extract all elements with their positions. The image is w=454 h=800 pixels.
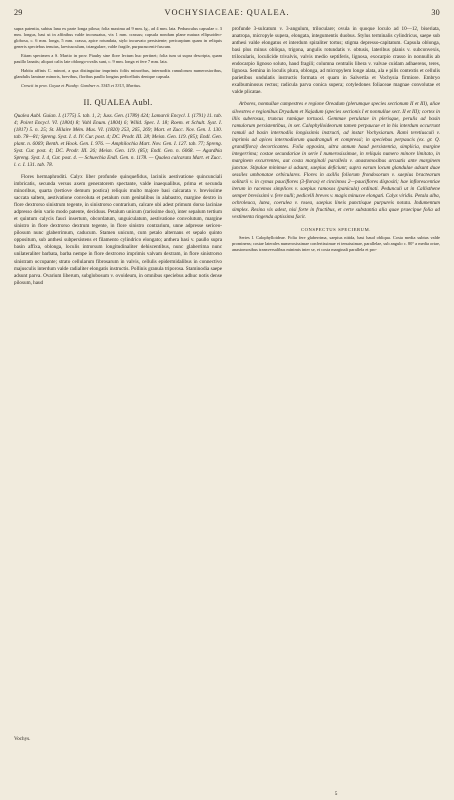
- gathering-number: 5: [334, 791, 338, 797]
- signature-mark: Vochys.: [14, 736, 31, 742]
- right-column: [232, 26, 440, 253]
- running-header: [14, 8, 440, 22]
- series-paragraph: Series I. Calophylloideae. Folia fere glaberrima, saepius nitida, basi haud obliqua. Costa media subtus valde prominens; costae laterales numerosissimae confertissimae et tenuissimae, parallelae, sub angulo c. 80° a media ortae, anastomosibus transversalibus minimis inter se, et costa marginali parallela et pro-: [232, 235, 440, 253]
- genus-description: Flores hermaphroditi. Calyx liber profunde quinquefidus, laciniis aestivatione quincunciali imbricatis, secunda versus axem generatorem spectante, valde inaequalibus, prima et secunda minoribus, quarta (tertiove demum postica) reliquis multo majore basi calcarata v. brevissime saccata saltem, aestivatione convoluta et petalum cum genitalibus in alabastro, margine dextro in flore dextrorso sinistrum tegente, in sinistrorso contrarium, calcare ubi adest primum dorso laciniae adpresso dein vario modo patente, deciduus. Petalum unicum (rarissime duo), inter sepalum tertium et quintum calycis fauci insertum, obcordatum, unguiculatum, aestivatione convolutum, margine sinistro in flore dextrorso dextrum tegente, in flore sinistro contrarium, unne adpresse sericeo-pilosum nunc glaberrimum, caducum. Stamen unicum, cum petalo alternans et sepalo quinto oppositum, sub anthesi subpersistens et filamento cylindrico elongato; anthera basi v. paullo supra basin affixa, oblonga, loculis introrsum longitudinaliter dehiscentibus, nunc glaberrima nunc unilateraliter barbata, barba nempe in flore dextrorso imprimis valvam dextram, in flore sinistrorso sinistram occupante; strato cellularum fibrosarum in valvis, cellulis epidermidalibus in connectivo majusculis interdum valde radialiter elongatis instructis. Pollinis granula triporosa. Staminodia saepe adsunt parva. Ovarium liberum, subglobosum v. ovoideum, in omnibus speciebus adhuc notis dense pilosum, haud: [14, 173, 222, 286]
- running-title: VOCHYSIACEAE: QUALEA.: [164, 8, 290, 17]
- description-paragraph: supra patentia, subtus lana ex parte longa pilosa; folia maxima ad 9 mm. lg., ad 4 mm. lata. Pedunculus capsulae c. 3 mm. longus, basi ut in affinibus valde incrassatus, vix 1 mm. crassus; capsula nondum plane matura ellipsoideo-globosa, c. 6 mm. longa, 5 mm. crassa, apice rotundata, stylo incurvato persistente; pericarpium quam in reliquis generis speciebus tenuius, laeviusculum, triangulare, valde fragile, purpurascenti-fuscum.: [14, 26, 222, 49]
- locality-paragraph: Crescit in prov. Goyaz et Piauhy: Gardner n. 3345 et 3313, Martius.: [21, 82, 142, 88]
- affinity-paragraph: Habitu affinis C. minori, a qua distinguitur imprimis foliis minoribus, internodiis ramulorum numerosioribus, glandulis laminae minoris, brevibus, floribus paullo longius pedicellatis denique capsula.: [14, 67, 222, 79]
- page-number-right: 30: [431, 8, 440, 17]
- synonymy-paragraph: Qualea Aubl. Guian. I. (1775) 5. tab. 1, 2; Juss. Gen. (1789) 424; Lamarck Encycl. I. (1791) 11. tab. 4; Poiret Encycl. VI. (1804) 8; Vahl Enum. (1804) 6; Willd. Spec. I. 18; Roem. et Schult. Syst. I. (1817) 5. n. 25; St. Hilaire Mém. Mus. VI. (1820) 253, 265, 269; Mart. et Zucc. Nov. Gen. I. 130. tab. 78—81; Spreng. Syst. I. 4. IV. Cur. post. 4; DC. Prodr. III. 28; Meisn. Gen. 119. (85); Endl. Gen. plant. n. 6069; Benth. et Hook. Gen. I. 976. — Amphilochia Mart. Nov. Gen. I. 127. tab. 77; Spreng. Syst. Cur. post. 4; DC. Prodr. III. 26; Meisn. Gen. 119. (85); Endl. Gen. n. 6068. — Agardhia Spreng. Syst. I. 4, Cur. post. 4. — Schuechia Endl. Gen. n. 1178. — Qualea calcarata Mart. et Zucc. l. c. I. 131. tab. 78.: [14, 112, 222, 168]
- habit-paragraph: Arbores, nonnullae campestres e regione Oreadum (plerumque species sectionum II et III), aliae silvestres e regionibus Dryadum et Najadum (species sectionis I et nonnullae sect. II et III); cortex in illis suberosus, truncus ramique tortuosi. Gemmae perulatae in plerisque, perulis ad basin ramulorum persistentibus, in ser. Calophylloideorum tamen perpaucae et in his interdum occurrunt ramuli ad basin internodiis longissimis instructi, ad instar Vochysiarum. Rami teretiusculi v. inprimis ad apices internodiorum quadranguli et compressi; in speciebus perpaucis (ex. gr. Q. grandiflora) decorticantes. Folia opposita, ultra annum haud persistentia, simplicia, margine integerrima; costae secundariae in serie I numerosissimae, in reliquis numero minore limitato, in marginem excurrentes, aut costa marginali parallela v. anastomosibus arcuatis ante marginem junctae. Stipulae minimae si adsunt, saepius deficiunt; supra earum locum glandulae adsunt duae sessiles umbonatae orbiculares. Flores in axillis foliorum frondosorum v. saepius bractearum solitarii v. in cymas pauciflores (3-floras) et cincinnos 2—pauciflores dispositi; hae inflorescentiae iterum in racemos simplices v. saepius ramosos (panicula) ordinati. Pedunculi ut in Callisthene semper brevissimi v. fere nulli; pedicelli breves v. magis minusve elongati. Calyx viridis. Petala alba, ochroleuca, lutea, coerulea v. rosea, saepius lineis punctisque purpureis notata. Indumentum simplex. Resina vix adest, nisi forte in fructibus, et certe substantia alia quae praecipue folia ad vestimenta tingenda aptissima facit.: [232, 101, 440, 221]
- left-column: [14, 26, 222, 287]
- genus-heading: II. QUALEA Aubl.: [83, 97, 153, 107]
- genus-description-continued: profunde 3-sulcatum v. 3-angulum, triloculare; ovula in quoque loculo ad 10—12, biseriata, anatropa, micropyle supera, elongata, integumentis duobus. Stylus terminalis cylindricus, saepe sub anthesi valde elongatus et interdum spiraliter tortus; stigma depresso-capitatum. Capsula oblonga, basi plus minus obliqua, trigona, angulis rotundatis v. obtusis, lateribus planis v. subconvexis, trilocularis, loculicide trivalvis, valvis medio septiferis, lignosa, exocarpio crasso in nonnullis ab endocarpio lignoso soluto, haud fragili; columna centralis libera v. valvae cuidam adhaerens, teres, lignosa. Semina in loculis plura, oblonga, ad micropylem longe alata, ala e pilis contextis et cellulis parietibus undulatis instructis formata et quam in Salvertia et Vochysia firmiore. Embryo exalbuminosus rectus; radicula parva conica supera; cotyledones foliaceae magnae convolutae et valde plicatae.: [232, 26, 440, 96]
- note-paragraph: Etiam specimen a S. Martio in prov. Piauhy sine flore lectum huc pertinet; folia tum ut supra descripta, quam pauillo lanatis; aliquot calix late oblongo-ovalis sunt, c. 9 mm. longa et fere 7 mm. lata.: [14, 52, 222, 64]
- conspectus-heading: CONSPECTUS SPECIERUM.: [300, 227, 372, 233]
- page-number-left: 29: [14, 8, 23, 17]
